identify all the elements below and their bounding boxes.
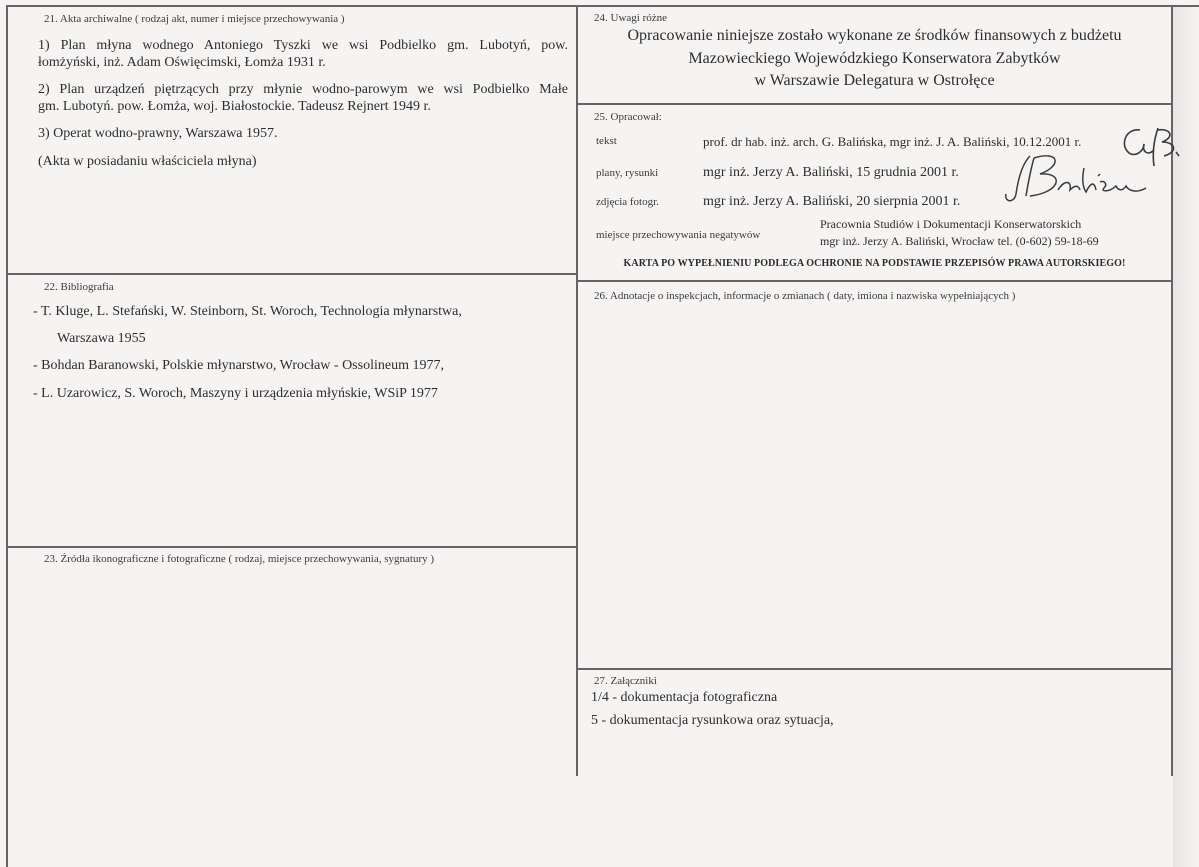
- section-24-line-2: Mazowieckiego Wojewódzkiego Konserwatora Zabytków: [688, 50, 1061, 67]
- section-21-item-2-line-2: gm. Lubotyń. pow. Łomża, woj. Białostockie. Tadeusz Rejnert 1949 r.: [38, 99, 431, 114]
- label-plany: plany, rysunki: [596, 167, 659, 179]
- label-zdjecia: zdjęcia fotogr.: [596, 196, 659, 208]
- section-27-line-1: 1/4 - dokumentacja fotograficzna: [591, 690, 778, 705]
- value-zdjecia: mgr inż. Jerzy A. Baliński, 20 sierpnia 2001 r.: [703, 194, 961, 209]
- divider-22-23: [6, 546, 577, 548]
- section-25-header: 25. Opracował:: [594, 111, 662, 123]
- section-21-item-3: 3) Operat wodno-prawny, Warszawa 1957.: [38, 126, 278, 141]
- name-signature: [1000, 150, 1160, 210]
- divider-26-27: [577, 668, 1172, 670]
- divider-24-25: [577, 103, 1172, 105]
- section-22-item-1-cont: Warszawa 1955: [57, 331, 146, 346]
- section-21-item-1-line-2: łomżyński, inż. Adam Oświęcimski, Łomża 1931 r.: [38, 55, 326, 70]
- label-negatives: miejsce przechowywania negatywów: [596, 229, 761, 241]
- column-divider: [576, 5, 578, 776]
- section-21-item-4: (Akta w posiadaniu właściciela młyna): [38, 154, 257, 169]
- section-21-header: 21. Akta archiwalne ( rodzaj akt, numer i miejsce przechowywania ): [44, 13, 345, 25]
- section-21-item-1-line-1: 1) Plan młyna wodnego Antoniego Tyszki we wsi Podbielko gm. Lubotyń, pow.: [38, 38, 568, 53]
- storage-line-1: Pracownia Studiów i Dokumentacji Konserwatorskich: [820, 217, 1082, 231]
- section-24-line-1: Opracowanie niniejsze zostało wykonane ze środków finansowych z budżetu: [627, 27, 1122, 44]
- section-24-line-3: w Warszawie Delegatura w Ostrołęce: [754, 72, 995, 89]
- storage-line-2: mgr inż. Jerzy A. Baliński, Wrocław tel. (0-602) 59-18-69: [820, 234, 1099, 248]
- section-22-item-3: - L. Uzarowicz, S. Woroch, Maszyny i urządzenia młyńskie, WSiP 1977: [33, 386, 438, 401]
- divider-25-26: [577, 280, 1172, 282]
- section-23-header: 23. Źródła ikonograficzne i fotograficzne ( rodzaj, miejsce przechowywania, sygnatury ): [44, 553, 435, 565]
- section-27-header: 27. Załączniki: [594, 675, 657, 687]
- left-border: [6, 5, 8, 867]
- section-21-item-2-line-1: 2) Plan urządzeń piętrzących przy młynie wodno-parowym we wsi Podbielko Małe: [38, 82, 568, 97]
- value-plany: mgr inż. Jerzy A. Baliński, 15 grudnia 2001 r.: [703, 165, 959, 180]
- label-tekst: tekst: [596, 135, 617, 147]
- value-tekst: prof. dr hab. inż. arch. G. Balińska, mgr inż. J. A. Baliński, 10.12.2001 r.: [703, 134, 1082, 149]
- section-27-line-2: 5 - dokumentacja rysunkowa oraz sytuacja,: [591, 713, 834, 728]
- section-24-header: 24. Uwagi różne: [594, 12, 668, 24]
- section-26-header: 26. Adnotacje o inspekcjach, informacje o zmianach ( daty, imiona i nazwiska wypełniających ): [594, 290, 1016, 302]
- section-22-header: 22. Bibliografia: [44, 281, 114, 293]
- copyright-notice: KARTA PO WYPEŁNIENIU PODLEGA OCHRONIE NA PODSTAWIE PRZEPISÓW PRAWA AUTORSKIEGO!: [623, 258, 1126, 269]
- section-22-item-1: - T. Kluge, L. Stefański, W. Steinborn, St. Woroch, Technologia młynarstwa,: [33, 304, 462, 319]
- top-border: [6, 5, 1199, 7]
- divider-21-22: [6, 273, 577, 275]
- section-22-item-2: - Bohdan Baranowski, Polskie młynarstwo, Wrocław - Ossolineum 1977,: [33, 358, 444, 373]
